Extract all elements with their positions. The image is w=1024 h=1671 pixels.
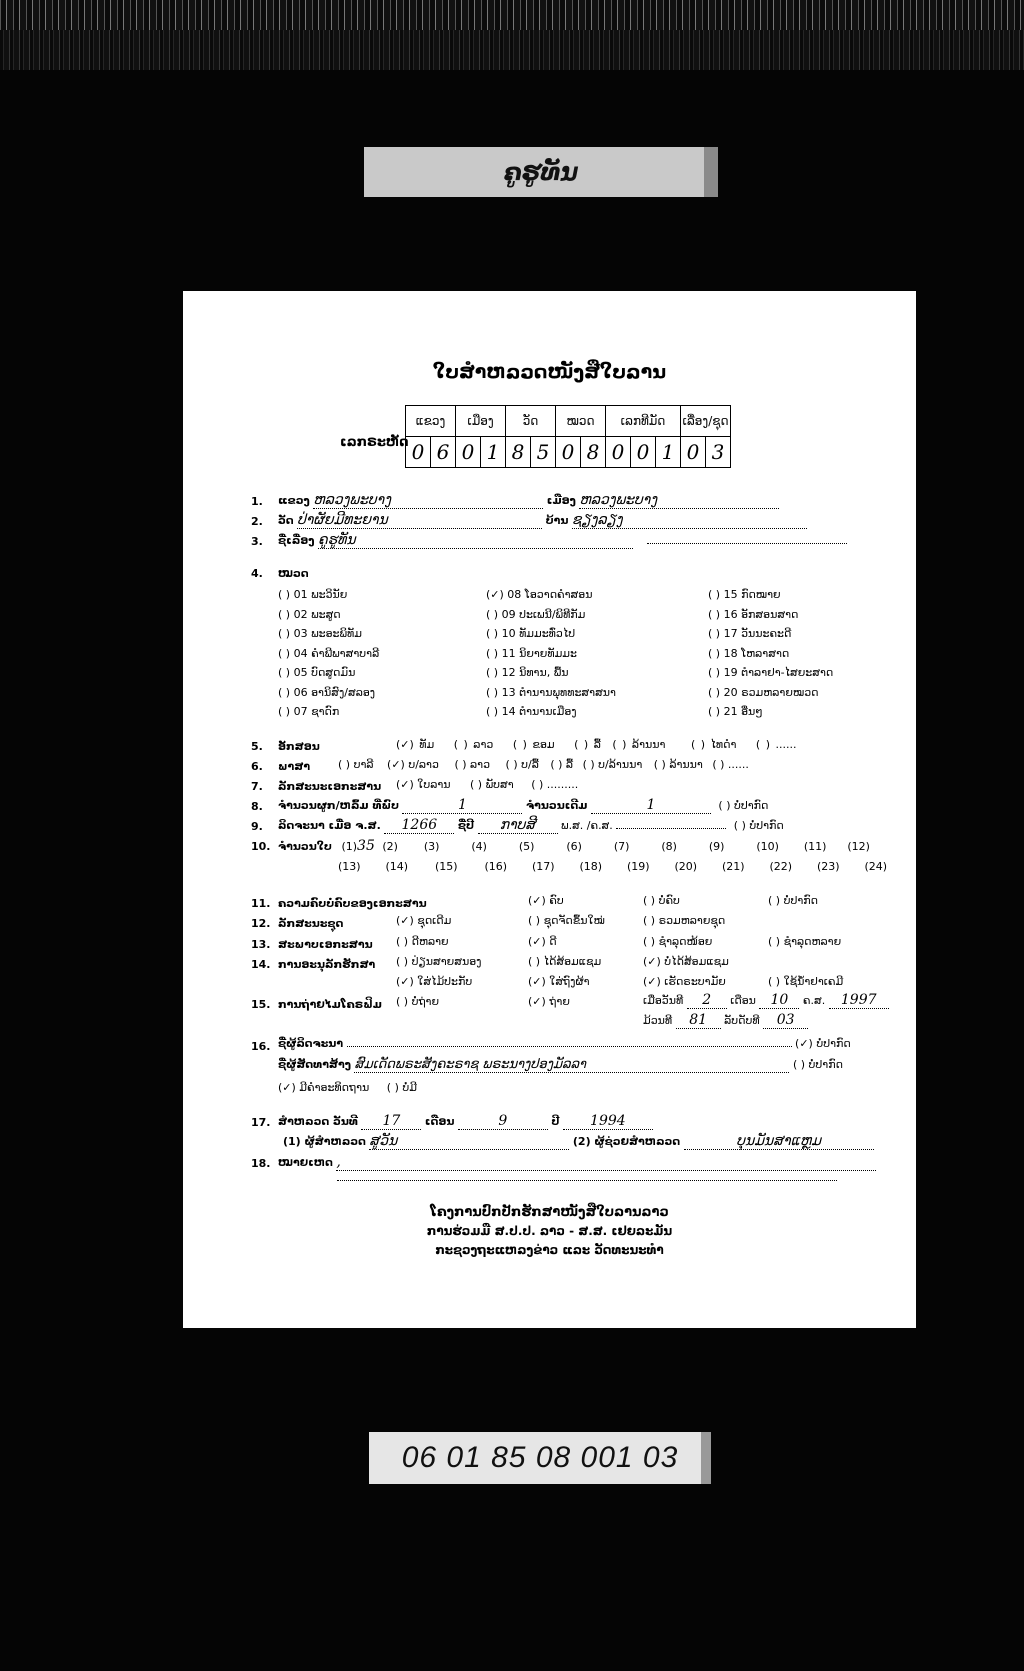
category-option[interactable]: ( ) 01 ພະວິນັຍ xyxy=(278,588,348,601)
temple-value: ປ່າຜັຍມີທະຍານ xyxy=(297,512,542,529)
category-column-3 xyxy=(708,585,833,722)
code-digit: 0 xyxy=(456,437,481,468)
leaf-bundle: (13) xyxy=(338,860,361,873)
condition-option[interactable]: ( ) ຊຳລຸດໜ້ອຍ xyxy=(643,935,713,948)
set-type-option[interactable]: (✓) ຊຸດເດີມ xyxy=(396,914,452,927)
code-digit: 0 xyxy=(406,437,431,468)
composed-label: ລິດຈະນາ ເມື່ອ ຈ.ສ. xyxy=(278,819,381,832)
leaf-bundle: (2) xyxy=(382,840,398,853)
field-number: 13. xyxy=(251,938,271,951)
leaf-bundle: (8) xyxy=(661,840,677,853)
leaf-bundle: (23) xyxy=(817,860,840,873)
microfilm-date xyxy=(643,992,889,1009)
bundle-value: 1 xyxy=(402,797,522,814)
leaf-bundle: (17) xyxy=(532,860,555,873)
script-option[interactable]: ( ) ລາວ xyxy=(453,738,494,751)
category-option[interactable]: ( ) 21 ອື່ນໆ xyxy=(708,705,763,718)
code-digit: 0 xyxy=(631,437,656,468)
category-column-2 xyxy=(486,585,616,722)
village-label: ບ້ານ xyxy=(545,514,569,527)
survey-year: 1994 xyxy=(563,1113,653,1130)
conservation-option[interactable]: ( ) ໄດ້ສ້ອມແຊມ xyxy=(528,955,602,968)
composed-unknown-option[interactable]: ( ) ບໍ່ປາກົດ xyxy=(733,819,784,832)
leaf-bundle: (12) xyxy=(847,840,870,853)
field-province xyxy=(278,492,779,509)
category-option[interactable]: (✓) 08 ໂອວາດຄຳສອນ xyxy=(486,588,593,601)
field-sponsor xyxy=(278,1057,843,1073)
surveyor-label: (1) ຜູ້ສຳຫລວດ xyxy=(283,1135,366,1148)
field-number: 6. xyxy=(251,760,263,773)
province-value: ຫລວງພະບາງ xyxy=(313,492,543,509)
category-option[interactable]: ( ) 06 ອານິສົງ/ສລອງ xyxy=(278,685,376,699)
microfilm-date-label: ເມື່ອວັນທີ xyxy=(643,994,684,1007)
category-option[interactable]: ( ) 19 ຕຳລາຢາ-ໄສຍະສາດ xyxy=(708,666,834,679)
form-footer xyxy=(183,1203,916,1260)
manuscript-title-label xyxy=(364,147,718,197)
condition-option[interactable]: (✓) ດີ xyxy=(528,935,557,948)
code-header-row xyxy=(406,406,731,437)
surveyors xyxy=(283,1133,874,1150)
code-header: ເລື່ອງ/ຊຸດ xyxy=(681,406,731,437)
leaf-bundle: (16) xyxy=(484,860,508,873)
script-option[interactable]: ( ) ...... xyxy=(755,738,797,751)
category-option[interactable]: ( ) 12 ນິທານ, ພື້ນ xyxy=(486,666,569,679)
leaf-bundle: (9) xyxy=(708,840,725,853)
field-temple xyxy=(278,512,807,529)
language-option[interactable]: ( ) ບາລີ xyxy=(338,758,374,771)
survey-date xyxy=(278,1113,653,1130)
field-number: 5. xyxy=(251,740,263,753)
language-options xyxy=(338,758,749,771)
microfilm-day: 2 xyxy=(687,992,727,1009)
category-option[interactable]: ( ) 03 ພະອະພິທັມ xyxy=(278,627,362,640)
original-label: ຈຳນວນເດີມ xyxy=(525,799,588,812)
language-option[interactable]: ( ) ບ/ລື້ xyxy=(505,758,539,771)
doc-type-options xyxy=(396,778,578,791)
survey-month-label: ເດືອນ xyxy=(424,1115,455,1128)
field-number: 14. xyxy=(251,958,271,971)
roll-label: ມ້ວນທີ xyxy=(643,1014,673,1027)
script-option[interactable]: ( ) ລື້ xyxy=(574,738,601,751)
set-type-option[interactable]: ( ) ຊຸດຈັດຂຶ້ນໃໝ່ xyxy=(528,914,605,927)
survey-month: 9 xyxy=(458,1113,548,1130)
language-option[interactable]: (✓) ບ/ລາວ xyxy=(387,758,439,771)
survey-day: 17 xyxy=(361,1113,421,1130)
language-option[interactable]: ( ) ລາວ xyxy=(454,758,491,771)
set-type-label: ລັກສະນະຊຸດ xyxy=(278,917,344,930)
leaf-bundle: (19) xyxy=(627,860,650,873)
be-ad-label: ພ.ສ. /ຄ.ສ. xyxy=(561,819,613,832)
microfilm-year-label: ຄ.ສ. xyxy=(802,994,826,1007)
district-label: ເມືອງ xyxy=(546,494,576,507)
microfilm-roll xyxy=(643,1012,808,1029)
remarks-value: , xyxy=(336,1154,876,1171)
script-options xyxy=(396,738,796,751)
leaf-bundle: (6) xyxy=(566,840,582,853)
conservation-label: ການອະນຸລັກຮັກສາ xyxy=(278,958,376,971)
code-digit: 0 xyxy=(556,437,581,468)
field-number: 3. xyxy=(251,535,263,548)
surveyor-value: ສູວັນ xyxy=(369,1133,569,1150)
completeness-label: ຄວາມຄົບບໍ່ຄົບຂອງເອກະສານ xyxy=(278,897,427,910)
leaf-count-row-1 xyxy=(278,838,870,854)
sponsor-value: ສົມເດັດພຣະສັງຄະຣາຊ ພຣະນາງປອງມັລລາ xyxy=(354,1057,789,1073)
code-digit: 0 xyxy=(681,437,706,468)
dedication-option[interactable]: (✓) ມີຄຳອະທິດຖານ xyxy=(278,1081,370,1094)
field-number: 17. xyxy=(251,1116,271,1129)
category-option[interactable]: ( ) 04 ຄຳພີພາສາບາລີ xyxy=(278,646,380,660)
manuscript-id: 06 01 85 08 001 03 xyxy=(401,1441,679,1474)
leaf-bundle: (15) xyxy=(435,860,458,873)
doc-type-option[interactable]: ( ) ພັບສາ xyxy=(470,778,514,791)
conservation-option[interactable]: ( ) ໃຊ້ນ້ຳຢາເຄມີ xyxy=(768,975,844,988)
category-option[interactable]: ( ) 20 ຣວມຫລາຍໝວດ xyxy=(708,685,819,699)
microfilm-month-label: ເດືອນ xyxy=(730,994,756,1007)
leaf-bundle: (14) xyxy=(385,860,409,873)
code-digit: 3 xyxy=(706,437,731,468)
category-column-1 xyxy=(278,585,379,722)
code-digit-row xyxy=(406,437,731,468)
language-option[interactable]: ( ) ບ/ລ້ານນາ xyxy=(582,758,643,771)
script-label: ອັກສອນ xyxy=(278,740,320,753)
village-value: ຊຽງລຽງ xyxy=(572,512,807,529)
manuscript-title: ຄູຮູທັນ xyxy=(504,158,578,186)
field-number: 15. xyxy=(251,998,271,1011)
doc-type-label: ລັກສະນະເອກະສານ xyxy=(278,780,382,793)
order-value: 03 xyxy=(763,1012,808,1029)
condition-option[interactable]: ( ) ຊຳລຸດຫລາຍ xyxy=(768,935,842,948)
field-dedication xyxy=(278,1081,417,1094)
leaf-bundle: (5) xyxy=(518,840,535,853)
manuscript-id-label xyxy=(369,1432,711,1484)
language-label: ພາສາ xyxy=(278,760,311,773)
sponsor-label: ຊື່ຜູ້ສັດທາສ້າງ xyxy=(278,1058,351,1071)
code-table xyxy=(405,405,731,468)
script-option[interactable]: ( ) ຂອມ xyxy=(512,738,555,751)
remarks-label: ໝາຍເຫດ xyxy=(278,1156,333,1169)
script-option[interactable]: ( ) ໄທດຳ xyxy=(690,738,737,751)
roll-value: 81 xyxy=(676,1012,721,1029)
microfilm-month: 10 xyxy=(759,992,799,1009)
helper-value: ບຸນມັນສາແຫຼມ xyxy=(684,1133,874,1150)
remarks-line-2 xyxy=(337,1171,837,1184)
scan-noise-edge xyxy=(0,0,1024,30)
composed-cs-value: 1266 xyxy=(384,817,454,834)
sponsor-unknown-option[interactable]: ( ) ບໍ່ປາກົດ xyxy=(792,1058,843,1071)
code-header: ເລກທີມັດ xyxy=(606,406,681,437)
category-option[interactable]: ( ) 05 ບົດສູດມົນ xyxy=(278,666,356,679)
conservation-option[interactable]: (✓) ບໍ່ໄດ້ສ້ອມແຊມ xyxy=(643,955,729,968)
language-option[interactable]: ( ) ລື້ xyxy=(550,758,574,771)
author-label: ຊື່ຜູ້ລິດຈະນາ xyxy=(278,1037,344,1050)
survey-year-label: ປີ xyxy=(551,1115,560,1128)
bundle-unknown-option[interactable]: ( ) ບໍ່ປາກົດ xyxy=(718,799,769,812)
field-composed xyxy=(278,817,784,834)
field-number: 7. xyxy=(251,780,263,793)
leaf-bundle: (7) xyxy=(613,840,630,853)
field-number: 2. xyxy=(251,515,263,528)
code-digit: 5 xyxy=(531,437,556,468)
story-value: ຄູຮູທັນ xyxy=(318,532,633,549)
conservation-option[interactable]: (✓) ໃສ່ຖົງຜ້າ xyxy=(528,975,590,988)
province-label: ແຂວງ xyxy=(278,494,310,507)
completeness-option[interactable]: ( ) ບໍ່ຄົບ xyxy=(643,894,680,907)
doc-type-option[interactable]: (✓) ໃບລານ xyxy=(396,778,451,791)
category-option[interactable]: ( ) 02 ພະສູດ xyxy=(278,607,341,621)
script-option[interactable]: (✓) ທັມ xyxy=(396,738,435,751)
form-title: ໃບສຳຫລວດໜັງສືໃບລານ xyxy=(432,361,667,383)
leaf-bundle-value: 35 xyxy=(357,838,375,854)
completeness-option[interactable]: ( ) ບໍ່ປາກົດ xyxy=(768,894,818,907)
condition-option[interactable]: ( ) ດີຫລາຍ xyxy=(396,935,449,948)
story-label: ຊື່ເລື່ອງ xyxy=(278,534,315,547)
leaf-bundle: (3) xyxy=(423,840,440,853)
year-name-value: ກາບສີ xyxy=(478,817,558,834)
field-number: 9. xyxy=(251,820,263,833)
category-label: ໝວດ xyxy=(278,567,309,580)
code-header: ໝວດ xyxy=(556,406,606,437)
field-bundle-count xyxy=(278,797,768,814)
field-number: 11. xyxy=(251,897,271,910)
field-story-title xyxy=(278,532,847,549)
code-header: ວັດ xyxy=(506,406,556,437)
category-option[interactable]: ( ) 17 ວັນນະຄະດີ xyxy=(708,627,792,640)
language-option[interactable]: ( ) ...... xyxy=(712,758,749,771)
leaf-bundle: (10) xyxy=(756,840,779,853)
field-number: 16. xyxy=(251,1040,271,1053)
code-digit: 8 xyxy=(506,437,531,468)
leaf-bundle: (24) xyxy=(864,860,888,873)
field-number: 18. xyxy=(251,1157,271,1170)
conservation-option[interactable]: (✓) ໃສ່ໄມ້ປະກັບ xyxy=(396,975,473,988)
category-option[interactable]: ( ) 10 ທັມມະທົ່ວໄປ xyxy=(486,627,576,640)
category-option[interactable]: ( ) 14 ຕຳນານເມືອງ xyxy=(486,705,577,718)
code-digit: 0 xyxy=(606,437,631,468)
footer-line: ໂຄງການປົກປັກຮັກສາໜັງສືໃບລານລາວ xyxy=(430,1205,669,1220)
leaf-bundle: (20) xyxy=(674,860,698,873)
survey-form xyxy=(183,291,916,1328)
label-tab xyxy=(701,1432,711,1484)
code-digit: 1 xyxy=(656,437,681,468)
category-option[interactable]: ( ) 13 ຕຳນານພຸທທະສາສນາ xyxy=(486,685,616,699)
original-value: 1 xyxy=(591,797,711,814)
code-digit: 6 xyxy=(431,437,456,468)
footer-line: ການຮ່ວມມື ສ.ປ.ປ. ລາວ - ສ.ສ. ເຢຍລະມັນ xyxy=(426,1224,673,1238)
leaf-bundle: (18) xyxy=(579,860,603,873)
code-header: ເມືອງ xyxy=(456,406,506,437)
code-digit: 1 xyxy=(481,437,506,468)
leaf-bundle: (11) xyxy=(803,840,827,853)
code-label: ເລກຣະຫັດ xyxy=(340,435,409,450)
author-unknown-option[interactable]: (✓) ບໍ່ປາກົດ xyxy=(795,1037,851,1050)
field-number: 10. xyxy=(251,840,271,853)
field-number: 4. xyxy=(251,567,263,580)
leaf-bundle: (21) xyxy=(722,860,745,873)
category-option[interactable]: ( ) 11 ນິຍາຍທັມມະ xyxy=(486,646,577,660)
field-number: 12. xyxy=(251,917,271,930)
survey-date-label: ສຳຫລວດ ວັນທີ xyxy=(278,1115,358,1128)
doc-type-option[interactable]: ( ) ......... xyxy=(531,778,579,791)
story-extra-line xyxy=(647,543,847,544)
field-author xyxy=(278,1037,851,1050)
category-option[interactable]: ( ) 18 ໂຫລາສາດ xyxy=(708,646,790,660)
microfilm-label: ການຖ່າຍໄມໂຄຣຟິມ xyxy=(278,998,382,1011)
completeness-option[interactable]: (✓) ຄົບ xyxy=(528,894,564,907)
bundle-label: ຈຳນວນຜູກ/ຫລົ້ມ ທີ່ພົບ xyxy=(278,799,399,812)
district-value: ຫລວງພະບາງ xyxy=(579,492,779,509)
condition-label: ສະພາບເອກະສານ xyxy=(278,938,373,951)
code-header: ແຂວງ xyxy=(406,406,456,437)
code-digit: 8 xyxy=(581,437,606,468)
language-option[interactable]: ( ) ລ້ານນາ xyxy=(653,758,703,771)
category-option[interactable]: ( ) 16 ອັກສອນສາດ xyxy=(708,607,799,621)
order-label: ລັບດັບທີ xyxy=(724,1014,760,1027)
footer-line: ກະຊວງຖະແຫລງຂ່າວ ແລະ ວັດທະນະທຳ xyxy=(435,1243,664,1257)
microfilm-year: 1997 xyxy=(829,992,889,1009)
leaf-bundle: (1) xyxy=(341,840,358,853)
leaf-bundle: (4) xyxy=(471,840,487,853)
category-option[interactable]: ( ) 09 ປະເພນີ/ພິທີກັມ xyxy=(486,607,586,621)
remarks-extra-line xyxy=(337,1180,837,1181)
author-value xyxy=(347,1046,792,1047)
conservation-option[interactable]: ( ) ປ່ຽນສາຍສນອງ xyxy=(396,955,482,968)
leaf-bundle: (22) xyxy=(769,860,793,873)
conservation-option[interactable]: (✓) ເຮັດຣະບາມັຍ xyxy=(643,975,726,988)
category-option[interactable]: ( ) 15 ກົດໝາຍ xyxy=(708,588,781,601)
temple-label: ວັດ xyxy=(278,514,294,527)
microfilm-option[interactable]: ( ) ບໍ່ຖ່າຍ xyxy=(396,995,440,1008)
field-number: 1. xyxy=(251,495,263,508)
dedication-option[interactable]: ( ) ບໍ່ມີ xyxy=(386,1081,417,1094)
category-option[interactable]: ( ) 07 ຊາດົກ xyxy=(278,705,340,718)
leaf-count-label: ຈຳນວນໃບ xyxy=(278,840,332,853)
script-option[interactable]: ( ) ລ້ານນາ xyxy=(612,738,666,751)
field-number: 8. xyxy=(251,800,263,813)
microfilm-option[interactable]: (✓) ຖ່າຍ xyxy=(528,995,570,1008)
be-ad-value xyxy=(616,828,726,829)
helper-label: (2) ຜູ້ຊ່ວຍສຳຫລວດ xyxy=(572,1135,681,1148)
year-name-label: ຊື່ປີ xyxy=(457,819,475,832)
field-remarks xyxy=(278,1154,876,1171)
leaf-count-row-2 xyxy=(338,860,887,873)
label-tab xyxy=(704,147,718,197)
set-type-option[interactable]: ( ) ຣວມຫລາຍຊຸດ xyxy=(643,914,726,927)
